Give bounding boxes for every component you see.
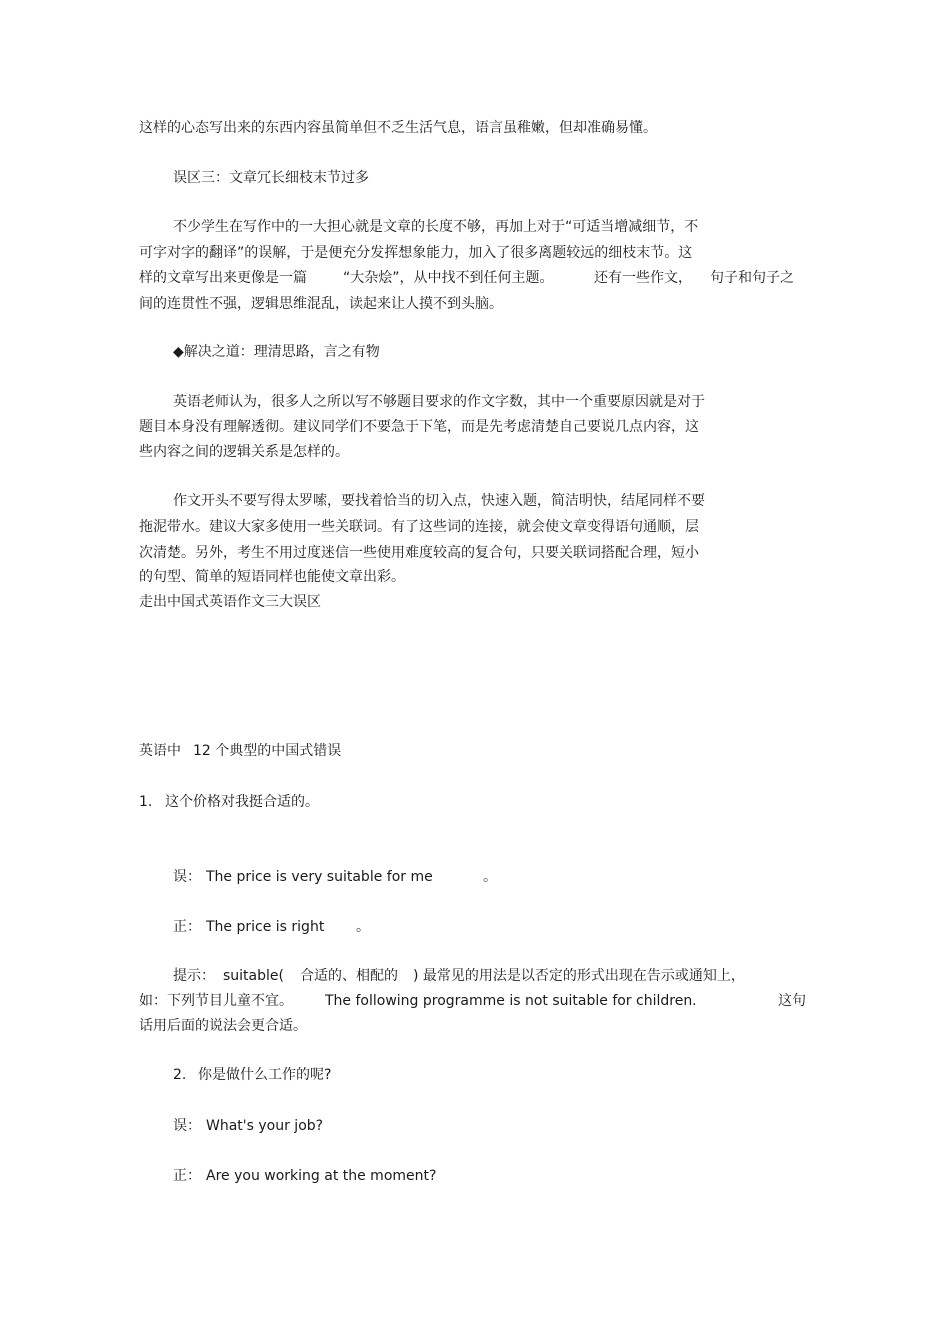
correct-sentence: Are you working at the moment? bbox=[206, 1168, 437, 1184]
wrong-sentence: What's your job? bbox=[206, 1118, 324, 1134]
paragraph-line: 英语老师认为，很多人之所以写不够题目要求的作文字数，其中一个重要原因就是对于 bbox=[173, 394, 705, 410]
paragraph-line: “大杂烩”，从中找不到任何主题。 bbox=[343, 270, 554, 286]
item-question: 这个价格对我挺合适的。 bbox=[165, 794, 319, 810]
paragraph-line: 作文开头不要写得太罗嗦，要找着恰当的切入点，快速入题，简洁明快，结尾同样不要 bbox=[173, 493, 705, 509]
tip-text: suitable( bbox=[223, 968, 284, 984]
section-title: 英语中 bbox=[139, 743, 181, 759]
paragraph-line: 句子和句子之 bbox=[710, 270, 794, 286]
paragraph-line: 题目本身没有理解透彻。建议同学们不要急于下笔，而是先考虑清楚自己要说几点内容，这 bbox=[139, 419, 699, 435]
paragraph-line: 些内容之间的逻辑关系是怎样的。 bbox=[139, 444, 349, 460]
correct-label: 正： bbox=[173, 919, 201, 935]
wrong-sentence: The price is very suitable for me bbox=[206, 869, 433, 885]
item-number: 1. bbox=[139, 794, 153, 810]
paragraph-line: 的句型、简单的短语同样也能使文章出彩。 bbox=[139, 569, 405, 585]
paragraph-line: 这样的心态写出来的东西内容虽简单但不乏生活气息，语言虽稚嫩，但却准确易懂。 bbox=[139, 120, 657, 136]
wrong-label: 误： bbox=[173, 1118, 201, 1134]
punctuation: 。 bbox=[483, 869, 497, 885]
item-number: 2. bbox=[173, 1067, 187, 1083]
item-question: 你是做什么工作的呢? bbox=[198, 1067, 332, 1083]
tip-text: 合适的、相配的 bbox=[300, 968, 398, 984]
paragraph-line: 拖泥带水。建议大家多使用一些关联词。有了这些词的连接，就会使文章变得语句通顺，层 bbox=[139, 519, 699, 535]
paragraph-line: 次清楚。另外，考生不用过度迷信一些使用难度较高的复合句，只要关联词搭配合理，短小 bbox=[139, 545, 699, 561]
tip-label: 提示： bbox=[173, 968, 215, 984]
tip-text: 这句 bbox=[778, 993, 806, 1009]
section-title: 12 个典型的中国式错误 bbox=[193, 743, 342, 759]
correct-sentence: The price is right bbox=[206, 919, 325, 935]
tip-text: ) 最常见的用法是以否定的形式出现在告示或通知上， bbox=[413, 968, 745, 984]
section-heading: ◆解决之道：理清思路，言之有物 bbox=[173, 344, 380, 360]
tip-example: The following programme is not suitable for children. bbox=[325, 993, 697, 1009]
section-title: 走出中国式英语作文三大误区 bbox=[139, 594, 321, 610]
paragraph-line: 间的连贯性不强，逻辑思维混乱，读起来让人摸不到头脑。 bbox=[139, 296, 503, 312]
section-heading: 误区三：文章冗长细枝末节过多 bbox=[173, 170, 369, 186]
punctuation: 。 bbox=[356, 919, 370, 935]
tip-text: 如：下列节目儿童不宜。 bbox=[139, 993, 293, 1009]
paragraph-line: 样的文章写出来更像是一篇 bbox=[139, 270, 307, 286]
tip-text: 话用后面的说法会更合适。 bbox=[139, 1018, 307, 1034]
paragraph-line: 还有一些作文， bbox=[594, 270, 692, 286]
paragraph-line: 可字对字的翻译”的误解，于是便充分发挥想象能力，加入了很多离题较远的细枝末节。这 bbox=[139, 245, 693, 261]
paragraph-line: 不少学生在写作中的一大担心就是文章的长度不够，再加上对于“可适当增减细节，不 bbox=[173, 219, 699, 235]
wrong-label: 误： bbox=[173, 869, 201, 885]
correct-label: 正： bbox=[173, 1168, 201, 1184]
